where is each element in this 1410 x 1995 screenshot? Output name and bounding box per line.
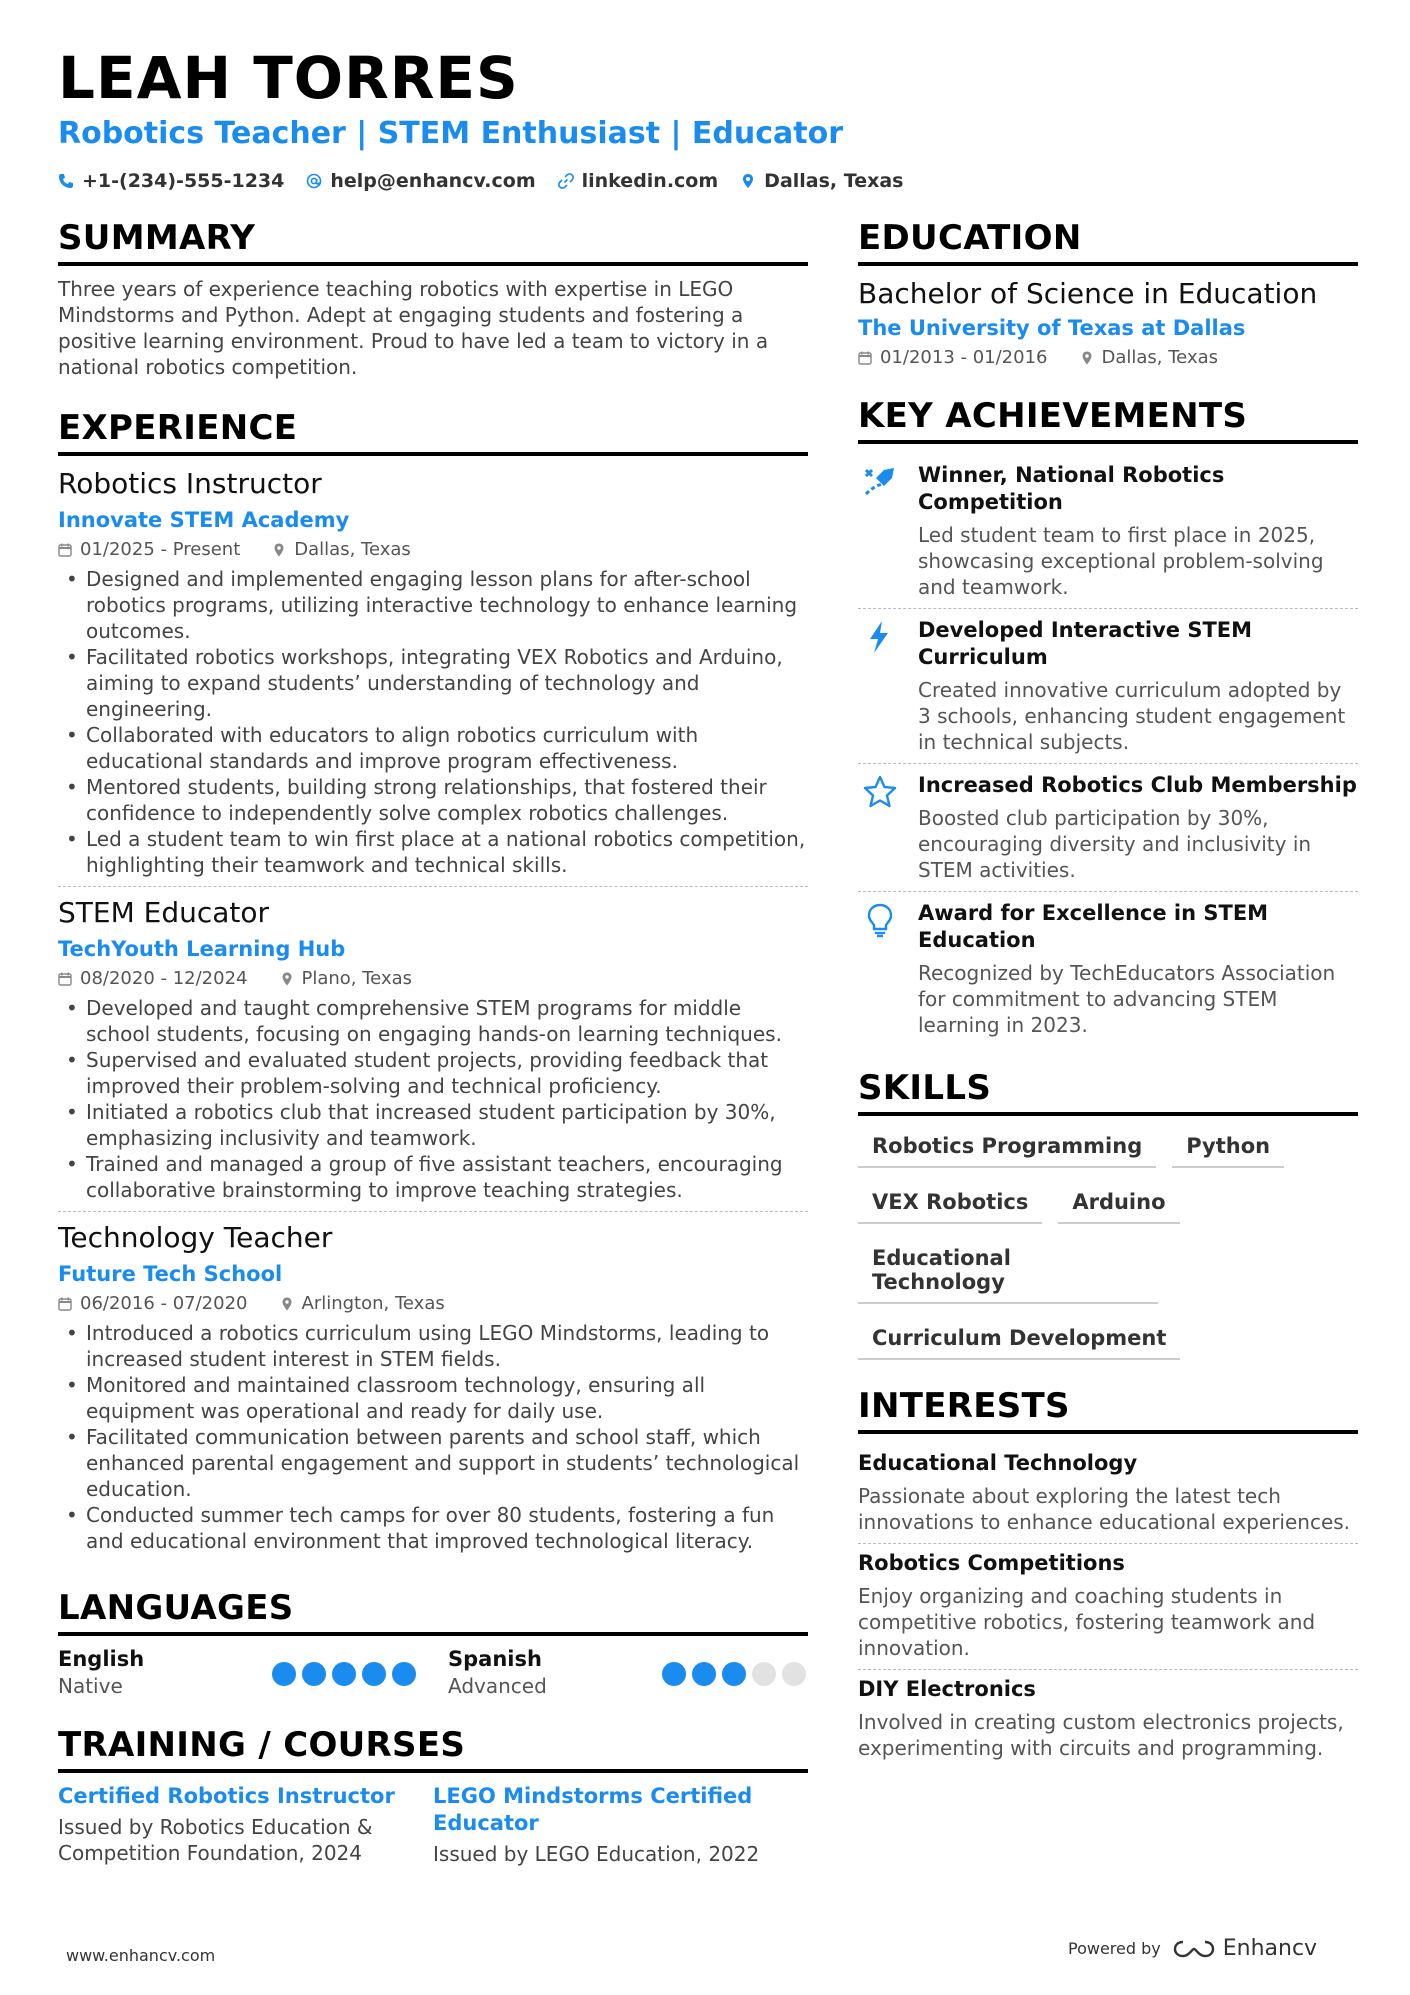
job-location-text: Plano, Texas [301,968,413,989]
job-bullets [58,566,808,878]
language-rating [662,1662,806,1686]
job-bullet: • Mentored students, building strong relationships, that fostered their confidence to independently solve complex robotics challenges. [58,774,808,826]
location-pin-icon [280,972,294,986]
skill-tag: Python [1172,1126,1284,1168]
contact-linkedin[interactable] [558,170,719,192]
job-bullet: • Collaborated with educators to align robotics curriculum with educational standards and improve program effectiveness. [58,722,808,774]
job-bullet: • Developed and taught comprehensive STEM programs for middle school students, focusing on engaging hands-on learning techniques. [58,995,808,1047]
rocket-path-icon [862,464,898,500]
language-entry [448,1646,806,1699]
interests-section [858,1386,1358,1769]
achievement-icon [858,900,902,1038]
email-text: help@enhancv.com [330,170,536,192]
job-bullet: • Supervised and evaluated student projects, providing feedback that improved their problem-solving and technical proficiency. [58,1047,808,1099]
achievement-icon [858,772,902,883]
education-section [858,218,1358,370]
course-desc: Issued by LEGO Education, 2022 [433,1842,760,1866]
language-text [58,1646,144,1699]
location-pin-icon [272,543,286,557]
edu-location-text: Dallas, Texas [1101,347,1218,368]
skills-section [858,1068,1358,1360]
job-dates-text: 01/2025 - Present [80,539,241,560]
interest-title: Robotics Competitions [858,1551,1125,1575]
education-heading: EDUCATION [858,218,1358,266]
edu-meta [858,346,1358,370]
language-level: Advanced [448,1674,547,1698]
achievement-item [858,454,1358,608]
job-entry [58,1211,808,1562]
achievements-section [858,396,1358,1046]
location-pin-icon [1080,351,1094,365]
job-bullet: • Initiated a robotics club that increased student participation by 30%, emphasizing inclusivity and teamwork. [58,1099,808,1151]
training-section [58,1725,808,1867]
job-bullet: • Monitored and maintained classroom technology, ensuring all equipment was operational and ready for daily use. [58,1372,808,1424]
skill-tag: Curriculum Development [858,1318,1180,1360]
rating-dot [302,1662,326,1686]
brand-name: Enhancv [1222,1936,1318,1961]
languages-row [58,1646,808,1699]
location-pin-icon [740,173,756,189]
interest-desc: Passionate about exploring the latest tech innovations to enhance educational experiences. [858,1484,1351,1534]
rating-dot [692,1662,716,1686]
achievement-title: Winner, National Robotics Competition [918,463,1225,514]
job-entry [58,466,808,886]
job-bullet: • Trained and managed a group of five assistant teachers, encouraging collaborative brainstorming to improve teaching strategies. [58,1151,808,1203]
footer-powered-by [1068,1936,1317,1961]
skill-tag: VEX Robotics [858,1182,1042,1224]
at-icon [306,173,322,189]
contact-phone[interactable] [58,170,284,192]
language-name: Spanish [448,1647,542,1671]
job-title: STEM Educator [58,896,270,929]
language-name: English [58,1647,145,1671]
summary-heading: SUMMARY [58,218,808,266]
achievement-desc: Led student team to first place in 2025, showcasing exceptional problem-solving and teamwork. [918,523,1324,599]
job-meta [58,1292,808,1316]
job-dates-text: 06/2016 - 07/2020 [80,1293,248,1314]
languages-heading: LANGUAGES [58,1588,808,1636]
rating-dot [722,1662,746,1686]
course-title[interactable]: Certified Robotics Instructor [58,1784,395,1808]
experience-section [58,408,808,1562]
job-dates-text: 08/2020 - 12/2024 [80,968,248,989]
job-entry [58,886,808,1211]
rating-dot [662,1662,686,1686]
job-bullet: • Designed and implemented engaging lesson plans for after-school robotics programs, utilizing interactive technology to enhance learning outcomes. [58,566,808,644]
contact-email[interactable] [306,170,535,192]
edu-location [1080,346,1219,370]
job-bullet: • Conducted summer tech camps for over 80 students, fostering a fun and educational environment that improved technological literacy. [58,1502,808,1554]
contact-bar [58,170,903,192]
footer-website[interactable]: www.enhancv.com [66,1946,216,1965]
interest-item [858,1669,1358,1769]
job-location [272,538,411,562]
lightning-icon [862,619,898,655]
language-level: Native [58,1674,123,1698]
rating-dot [782,1662,806,1686]
rating-dot [332,1662,356,1686]
job-dates [58,538,240,562]
location-pin-icon [280,1297,294,1311]
achievement-desc: Boosted club participation by 30%, encouraging diversity and inclusivity in STEM activities. [918,806,1312,882]
rating-dot [752,1662,776,1686]
edu-degree: Bachelor of Science in Education [858,277,1318,310]
job-meta [58,538,808,562]
achievement-body [918,772,1358,883]
languages-section [58,1588,808,1699]
star-icon [862,774,898,810]
job-bullet: • Introduced a robotics curriculum using LEGO Mindstorms, leading to increased student interest in STEM fields. [58,1320,808,1372]
job-bullets [58,1320,808,1554]
skill-tag: Robotics Programming [858,1126,1156,1168]
candidate-name: LEAH TORRES [58,44,519,112]
skill-tag: Educational Technology [858,1238,1158,1304]
contact-location [740,170,903,192]
achievement-title: Award for Excellence in STEM Education [918,901,1269,952]
job-location [280,967,413,991]
achievement-item [858,608,1358,763]
achievement-icon [858,462,902,600]
job-location-text: Dallas, Texas [294,539,411,560]
edu-school[interactable]: The University of Texas at Dallas [858,316,1246,340]
edu-dates-text: 01/2013 - 01/2016 [880,347,1048,368]
job-bullet: • Facilitated robotics workshops, integrating VEX Robotics and Arduino, aiming to expand students’ understanding of technology and engineering. [58,644,808,722]
job-company[interactable]: Future Tech School [58,1262,283,1286]
interest-item [858,1543,1358,1669]
interest-title: Educational Technology [858,1451,1138,1475]
calendar-icon [858,351,872,365]
brand-logo[interactable] [1173,1936,1317,1961]
achievement-body [918,617,1358,755]
rating-dot [392,1662,416,1686]
experience-heading: EXPERIENCE [58,408,808,456]
training-heading: TRAINING / COURSES [58,1725,808,1773]
enhancv-logo-icon [1173,1938,1215,1960]
course-entry [433,1783,808,1867]
headline: Robotics Teacher | STEM Enthusiast | Educator [58,116,843,151]
courses-row [58,1783,808,1867]
job-company[interactable]: TechYouth Learning Hub [58,937,346,961]
location-text: Dallas, Texas [764,170,904,192]
achievement-title: Developed Interactive STEM Curriculum [918,618,1253,669]
summary-section [58,218,808,380]
powered-by-label: Powered by [1068,1939,1161,1958]
interest-title: DIY Electronics [858,1677,1036,1701]
skill-tag: Arduino [1058,1182,1179,1224]
rating-dot [362,1662,386,1686]
language-rating [272,1662,416,1686]
calendar-icon [58,1297,72,1311]
achievement-body [918,462,1358,600]
edu-dates [858,346,1048,370]
achievement-item [858,763,1358,891]
interests-heading: INTERESTS [858,1386,1358,1434]
linkedin-text: linkedin.com [581,170,719,192]
achievement-icon [858,617,902,755]
rating-dot [272,1662,296,1686]
phone-text: +1-(234)-555-1234 [82,170,285,192]
job-meta [58,967,808,991]
achievements-heading: KEY ACHIEVEMENTS [858,396,1358,444]
job-dates [58,1292,248,1316]
calendar-icon [58,972,72,986]
job-title: Technology Teacher [58,1221,333,1254]
link-icon [558,173,574,189]
phone-icon [58,173,74,189]
job-location [280,1292,445,1316]
job-location-text: Arlington, Texas [301,1293,445,1314]
right-column [858,218,1358,1769]
calendar-icon [58,543,72,557]
achievement-desc: Created innovative curriculum adopted by 3 schools, enhancing student engagement in technical subjects. [918,678,1346,754]
achievement-desc: Recognized by TechEducators Association for commitment to advancing STEM learning in 2023. [918,961,1336,1037]
job-bullet: • Facilitated communication between parents and school staff, which enhanced parental engagement and support in students’ technological education. [58,1424,808,1502]
skills-heading: SKILLS [858,1068,1358,1116]
language-text [448,1646,547,1699]
job-bullet: • Led a student team to win first place at a national robotics competition, highlighting their teamwork and technical skills. [58,826,808,878]
course-desc: Issued by Robotics Education & Competition Foundation, 2024 [58,1815,373,1865]
job-dates [58,967,248,991]
course-entry [58,1783,433,1867]
achievement-body [918,900,1358,1038]
job-company[interactable]: Innovate STEM Academy [58,508,350,532]
left-column [58,218,808,1867]
achievement-item [858,891,1358,1046]
lightbulb-icon [862,902,898,938]
interest-desc: Involved in creating custom electronics projects, experimenting with circuits and programming. [858,1710,1344,1760]
achievement-title: Increased Robotics Club Membership [918,773,1357,797]
interest-desc: Enjoy organizing and coaching students in competitive robotics, fostering teamwork and innovation. [858,1584,1316,1660]
skills-list [858,1126,1358,1360]
summary-text: Three years of experience teaching robotics with expertise in LEGO Mindstorms and Python. Adept at engaging students and fostering a positive learning environment. Proud to have led a team to victory in a national robotics competition. [58,277,769,379]
language-entry [58,1646,416,1699]
job-bullets [58,995,808,1203]
job-title: Robotics Instructor [58,467,322,500]
course-title[interactable]: LEGO Mindstorms Certified Educator [433,1784,753,1835]
interest-item [858,1444,1358,1543]
